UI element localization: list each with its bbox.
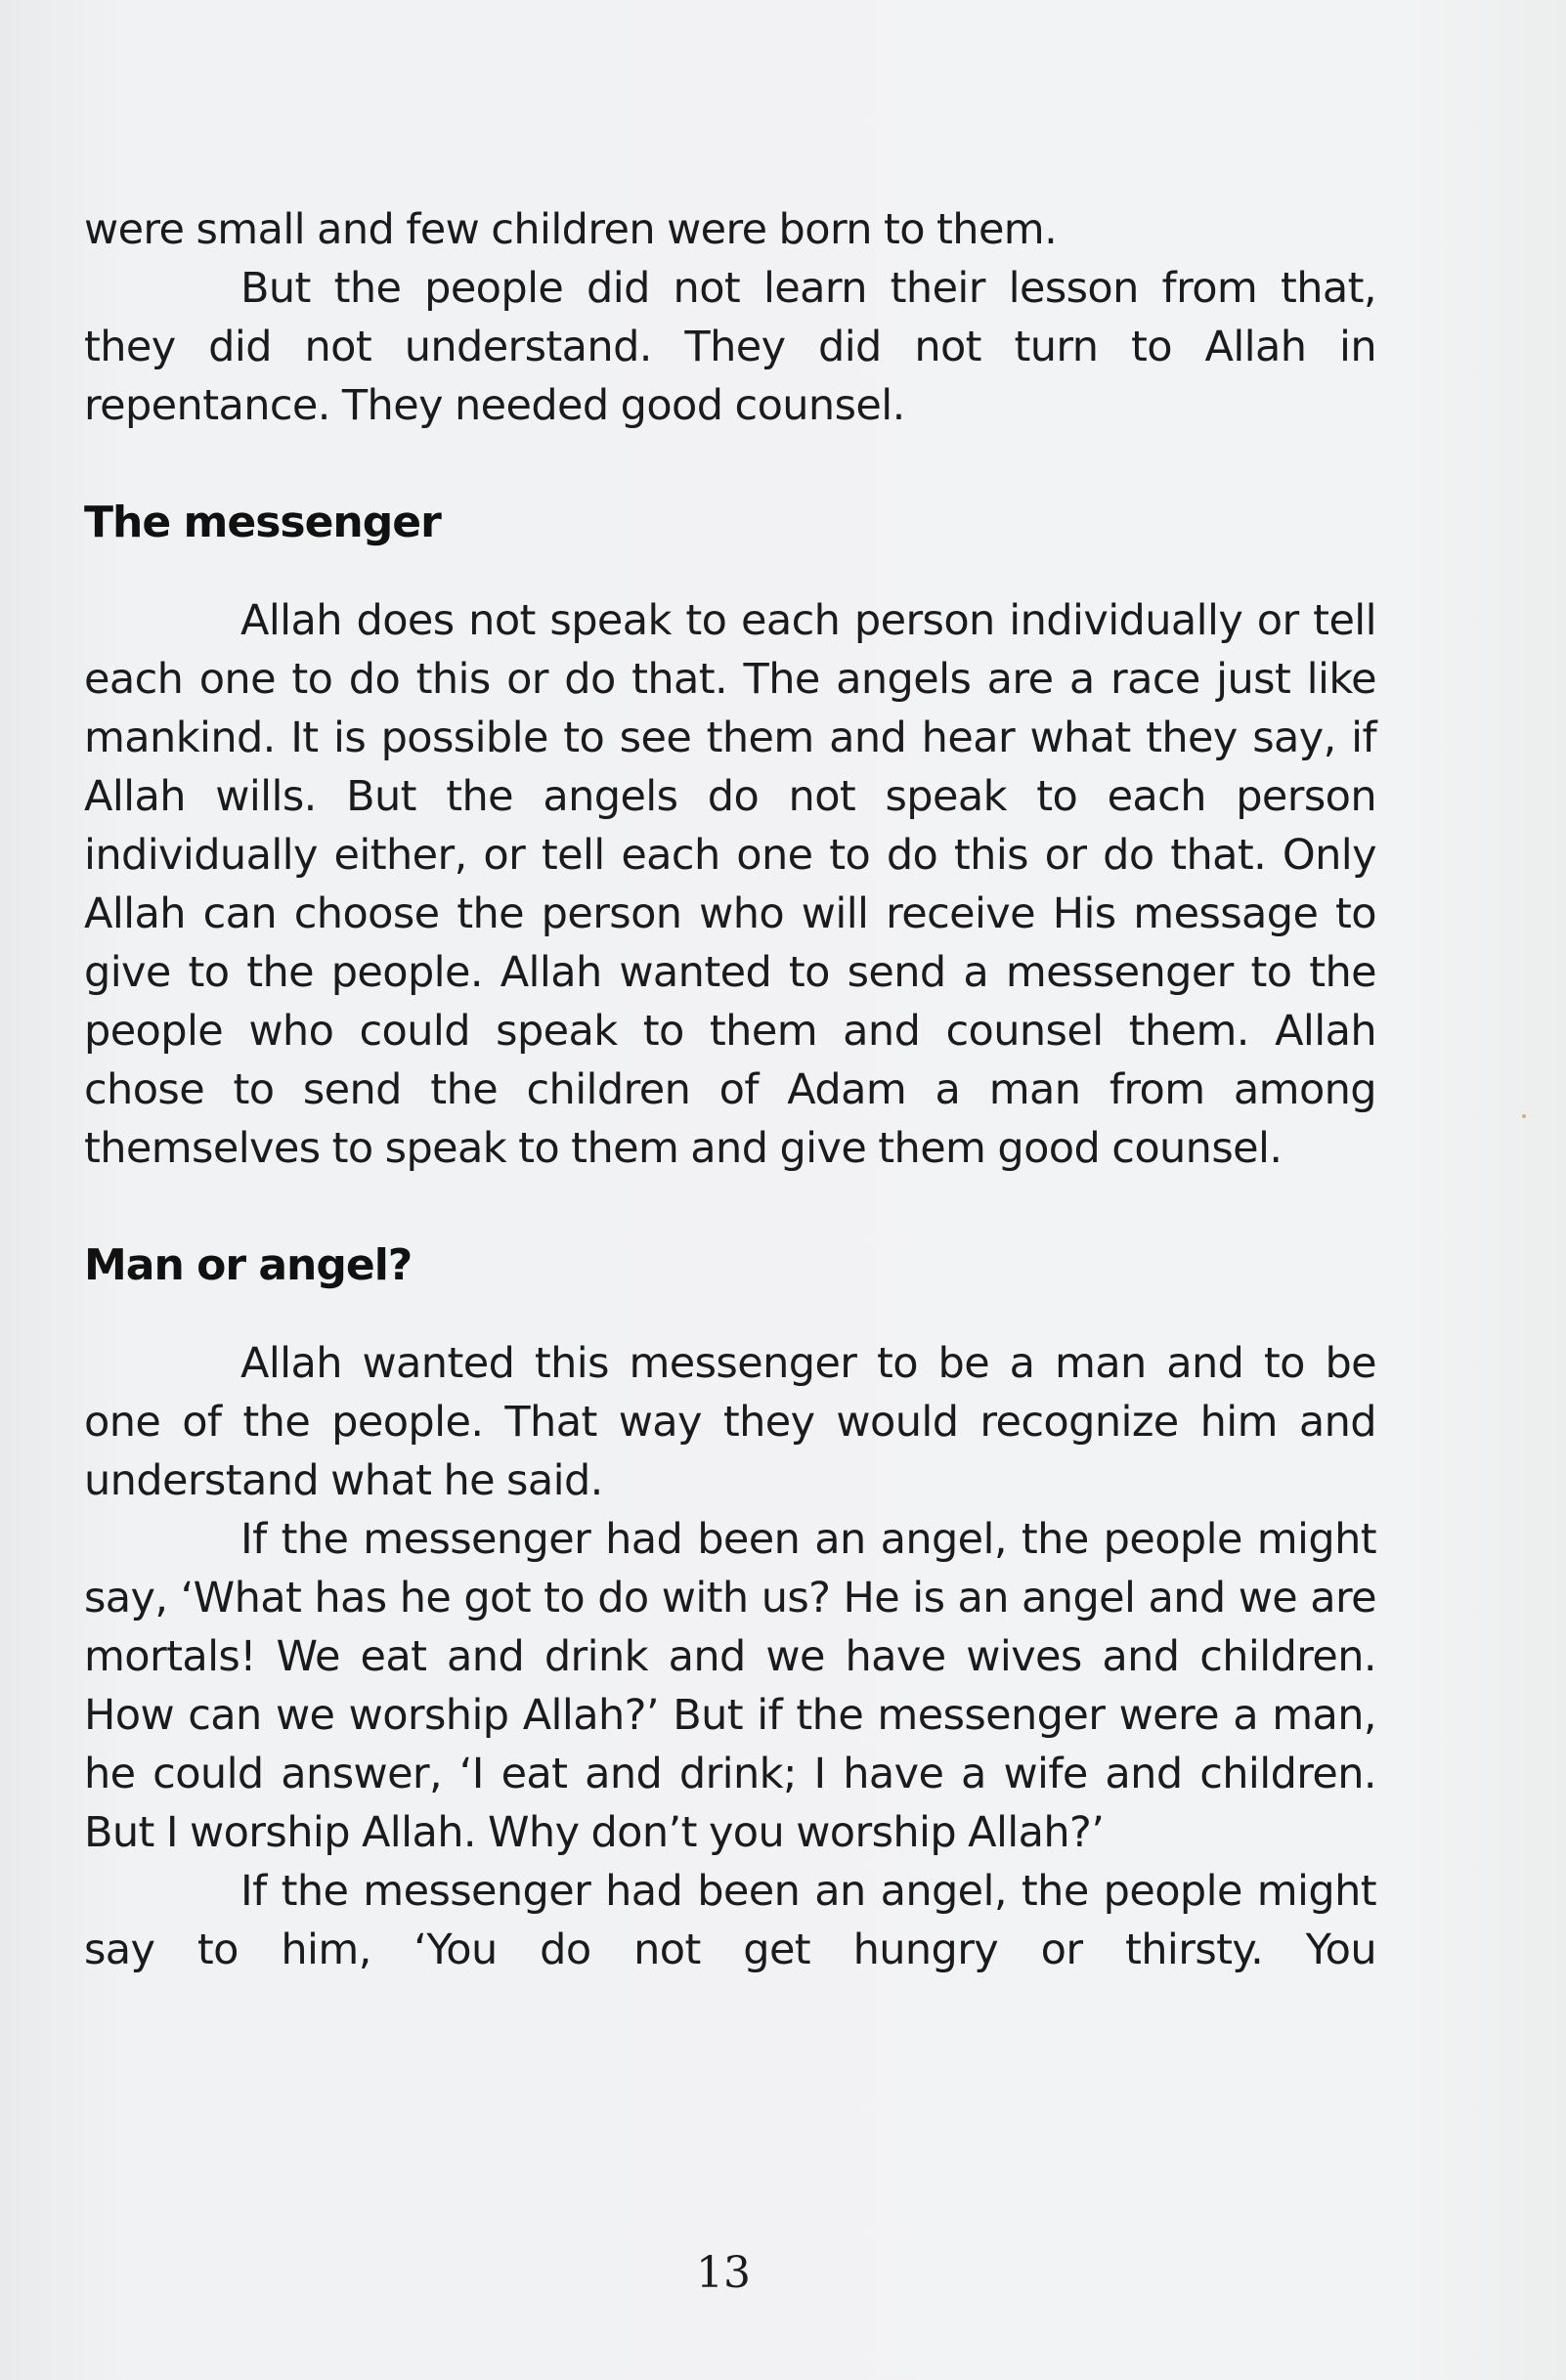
- heading-the-messenger: The messenger: [84, 498, 441, 547]
- page-body: [84, 200, 1376, 1979]
- paragraph-angel-messenger: If the messenger had been an angel, the people might say, ‘What has he got to do with us? He is an angel and we are mortals! We eat and drink and we have wives and children. How can we worship Allah?’ But if the messenger were a man, he could answer, ‘I eat and drink; I have a wife and children. But I worship Allah. Why don’t you worship Allah?’: [84, 1515, 1376, 1857]
- paragraph-messenger: Allah does not speak to each person individually or tell each one to do this or do that. The angels are a race just like mankind. It is possible to see them and hear what they say, if Allah wills. But the angels do not speak to each person individually either, or tell each one to do this or do that. Only Allah can choose the person who will receive His message to give to the people. Allah wanted to send a messenger to the people who could speak to them and counsel them. Allah chose to send the children of Adam a man from among themselves to speak to them and give them good counsel.: [84, 596, 1376, 1173]
- paragraph-man-messenger: Allah wanted this messenger to be a man and to be one of the people. That way they would recognize him and understand what he said.: [84, 1339, 1376, 1505]
- heading-man-or-angel: Man or angel?: [84, 1240, 413, 1290]
- page-number: 13: [696, 2248, 751, 2298]
- paragraph-hunger-thirst: If the messenger had been an angel, the people might say to him, ‘You do not get hungry or thirsty. You: [84, 1867, 1376, 1974]
- paragraph-lesson: But the people did not learn their lesson from that, they did not understand. They did not turn to Allah in repentance. They needed good counsel.: [84, 264, 1376, 430]
- paper-speck: [1522, 1114, 1526, 1118]
- paragraph-continuation: were small and few children were born to them.: [84, 205, 1058, 254]
